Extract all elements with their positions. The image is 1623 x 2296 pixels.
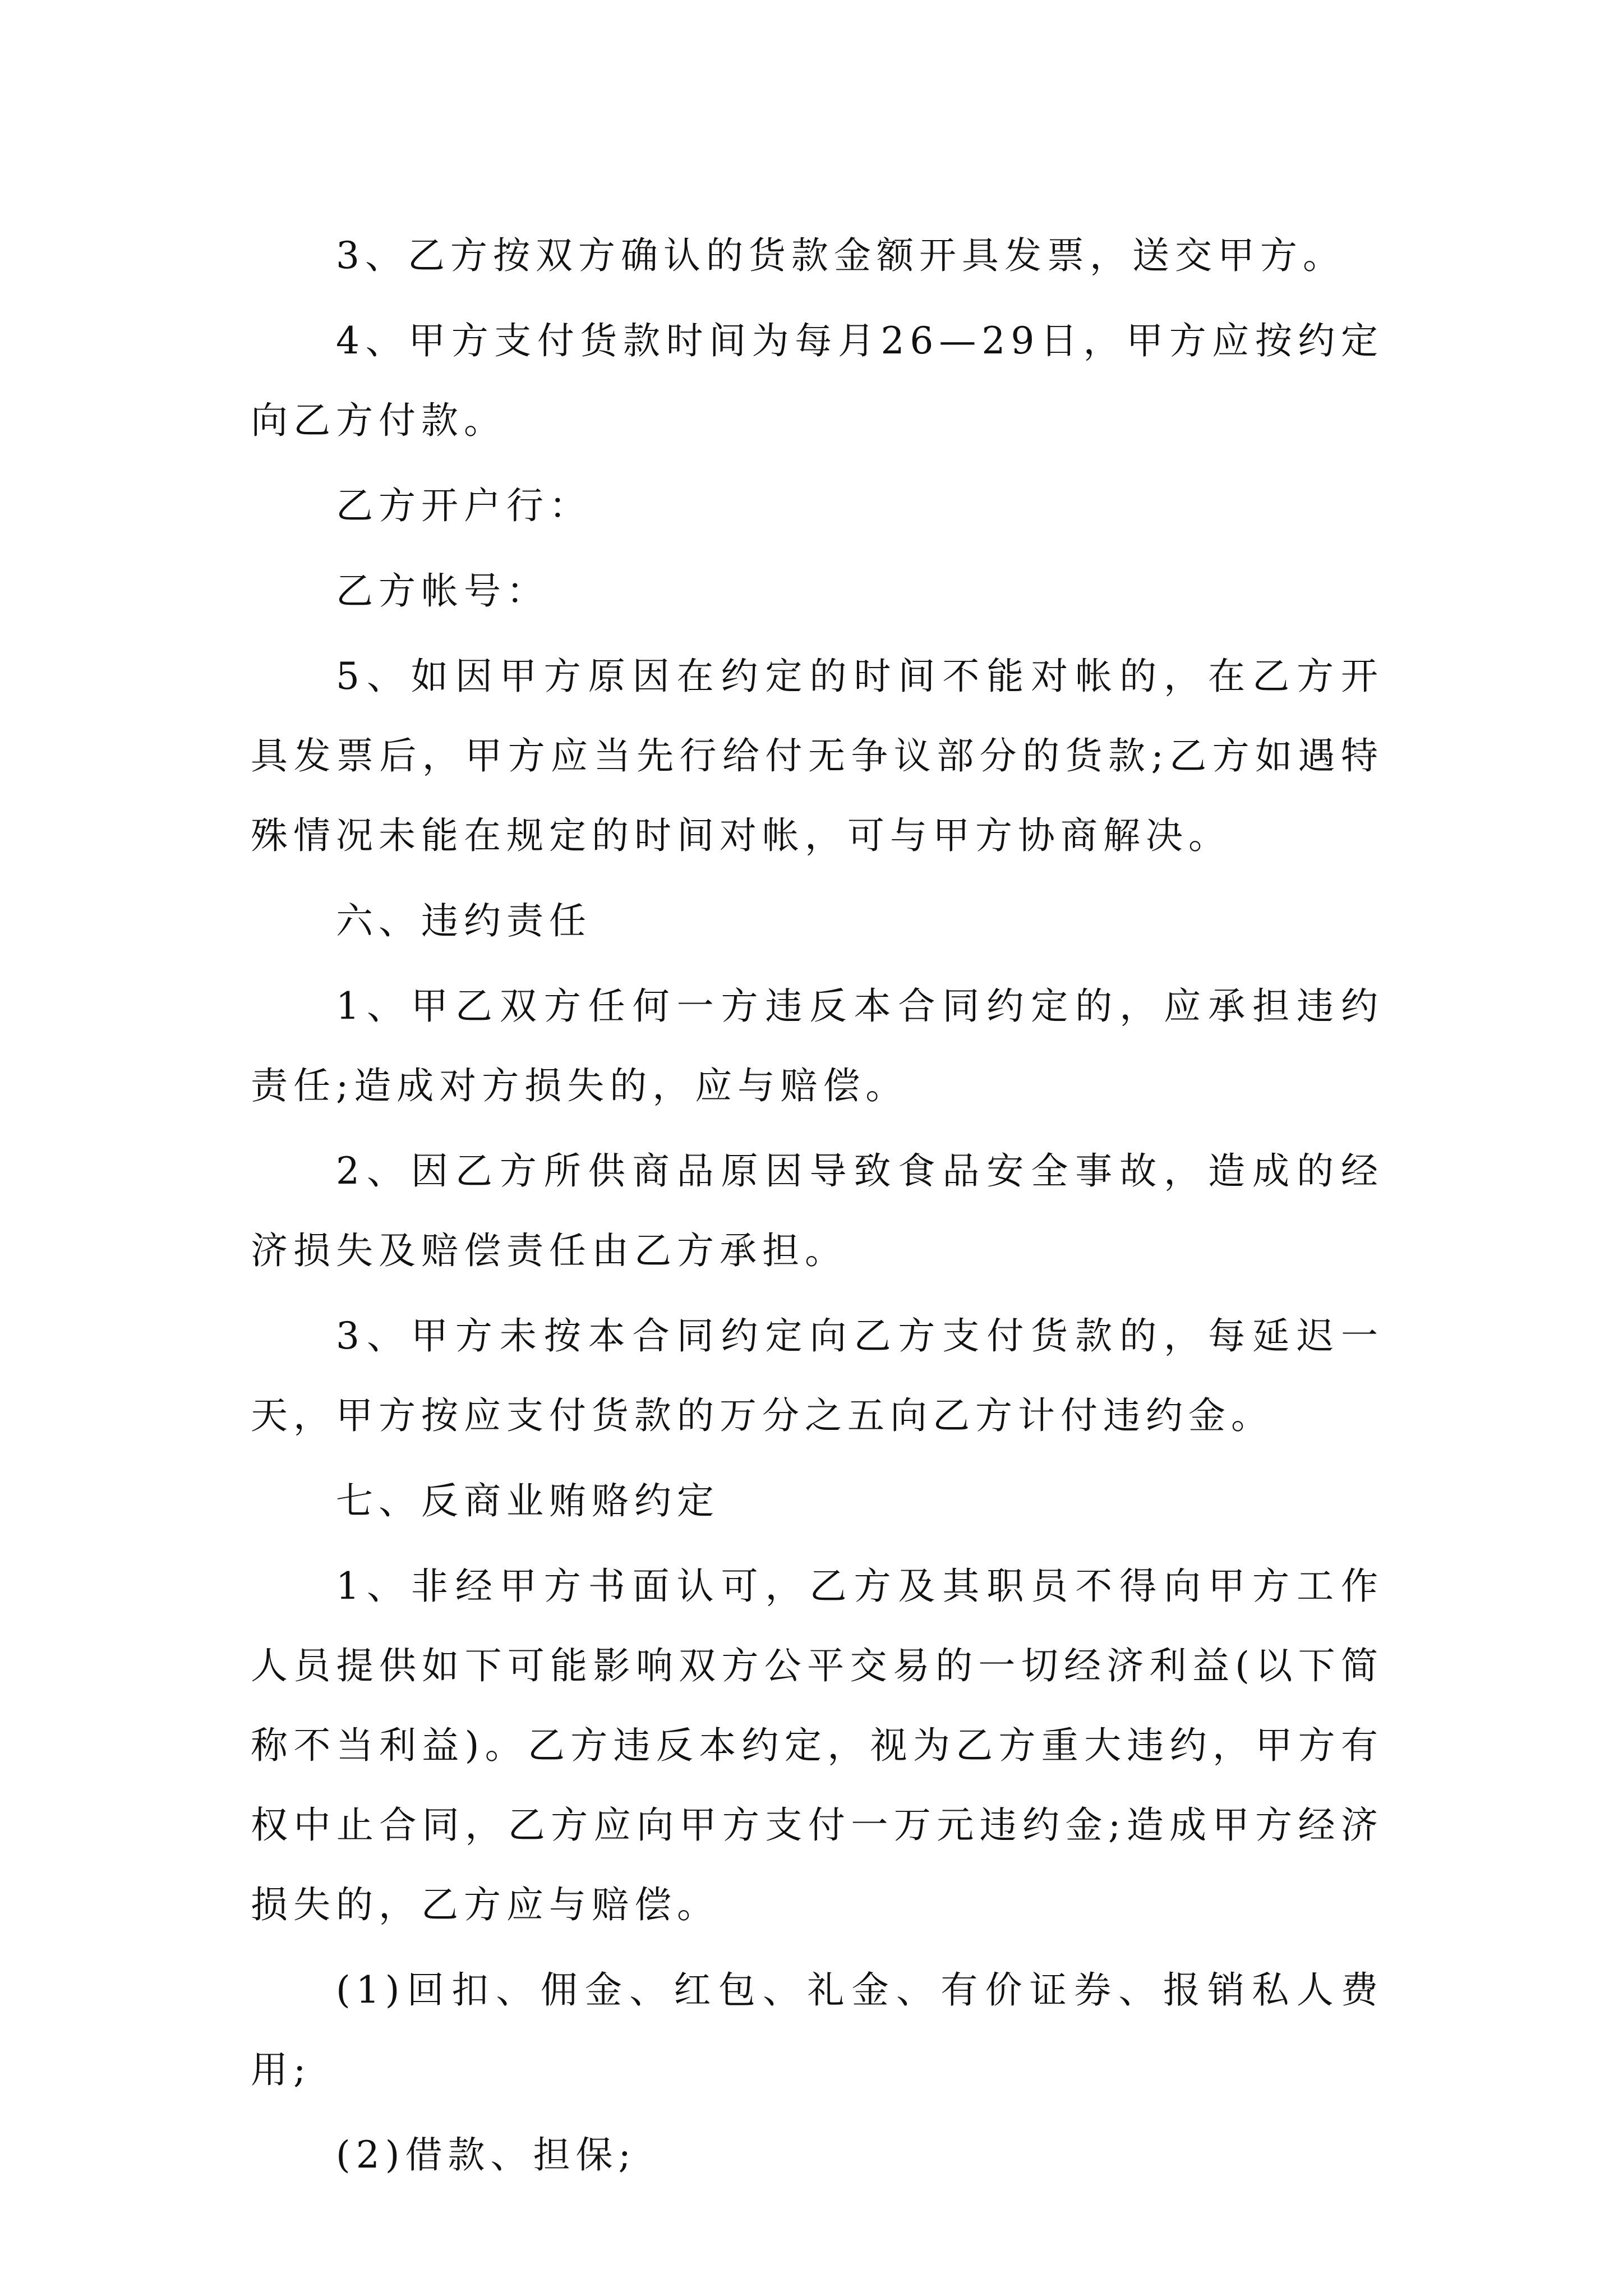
paragraph-anti-bribery-1: 1、非经甲方书面认可，乙方及其职员不得向甲方工作人员提供如下可能影响双方公平交易的一切经济利益(以下简称不当利益)。乙方违反本约定，视为乙方重大违约，甲方有权中止合同，乙方应向甲方支付一万元违约金;造成甲方经济损失的，乙方应与赔偿。 <box>251 1565 1384 1926</box>
paragraph-liability-1: 1、甲乙双方任何一方违反本合同约定的，应承担违约责任;造成对方损失的，应与赔偿。 <box>251 984 1384 1107</box>
document-body <box>251 216 1384 2201</box>
section-heading-anti-bribery: 七、反商业贿赂约定 <box>336 1479 720 1522</box>
paragraph-invoice: 3、乙方按双方确认的货款金额开具发票，送交甲方。 <box>336 234 1345 277</box>
list-item-kickbacks: (1)回扣、佣金、红包、礼金、有价证券、报销私人费用; <box>251 1968 1384 2091</box>
paragraph-payment-time: 4、甲方支付货款时间为每月26—29日，甲方应按约定向乙方付款。 <box>251 319 1384 442</box>
paragraph-liability-2: 2、因乙方所供商品原因导致食品安全事故，造成的经济损失及赔偿责任由乙方承担。 <box>251 1149 1384 1272</box>
list-item-loans: (2)借款、担保; <box>336 2133 637 2177</box>
section-heading-liability: 六、违约责任 <box>336 899 592 942</box>
paragraph-account: 乙方帐号： <box>336 569 549 613</box>
paragraph-reconciliation: 5、如因甲方原因在约定的时间不能对帐的，在乙方开具发票后，甲方应当先行给付无争议部分的货款;乙方如遇特殊情况未能在规定的时间对帐，可与甲方协商解决。 <box>251 655 1384 857</box>
paragraph-bank: 乙方开户行： <box>336 484 592 527</box>
paragraph-liability-3: 3、甲方未按本合同约定向乙方支付货款的，每延迟一天，甲方按应支付货款的万分之五向乙方计付违约金。 <box>251 1314 1384 1437</box>
